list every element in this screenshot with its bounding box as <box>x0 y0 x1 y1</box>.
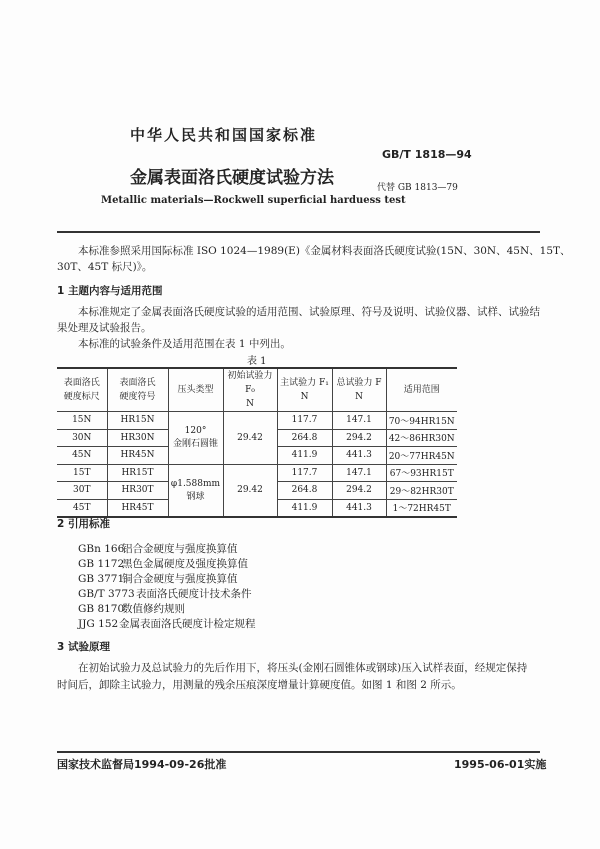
section-3-line: 时间后，卸除主试验力，用测量的残余压痕深度增量计算硬度值。如图 1 和图 2 所示。 <box>57 679 462 691</box>
national-standard-title: 中华人民共和国国家标准 <box>130 126 318 144</box>
table-cell: 45N <box>57 447 107 465</box>
section-1-line: 果处理及试验报告。 <box>57 322 152 334</box>
replaces-note: 代替 GB 1813—79 <box>377 183 458 193</box>
table-cell: 117.7 <box>277 464 332 482</box>
table-cell: 29.42 <box>223 464 277 517</box>
table-cell: 147.1 <box>332 464 386 482</box>
table-cell: 15T <box>57 464 107 482</box>
reference-item: GB 8170数值修约规则 <box>78 603 185 615</box>
header-indenter: 压头类型 <box>168 368 223 412</box>
table-cell: 30N <box>57 429 107 447</box>
footer-rule <box>57 751 540 753</box>
table-header-row <box>57 368 457 412</box>
table-caption: 表 1 <box>247 356 267 367</box>
section-1-line: 本标准的试验条件及适用范围在表 1 中列出。 <box>78 338 291 350</box>
effective-date: 1995-06-01实施 <box>454 758 547 771</box>
table-cell: 29～82HR30T <box>386 482 457 500</box>
table-cell: 70～94HR15N <box>386 412 457 430</box>
section-3-heading: 3 试验原理 <box>57 641 110 653</box>
indenter-ball: φ1.588mm 钢球 <box>168 464 223 517</box>
table-cell: 441.3 <box>332 499 386 517</box>
approval-date: 国家技术监督局1994-09-26批准 <box>57 758 227 771</box>
header-symbol: 表面洛氏 硬度符号 <box>107 368 168 412</box>
table-cell: 264.8 <box>277 429 332 447</box>
header-rule <box>57 231 540 233</box>
section-1-heading: 1 主题内容与适用范围 <box>57 285 163 297</box>
table-cell: 117.7 <box>277 412 332 430</box>
title-en: Metallic materials—Rockwell superficial harduess test <box>101 195 406 206</box>
table-cell: 411.9 <box>277 499 332 517</box>
table-cell: 29.42 <box>223 412 277 465</box>
intro-line: 本标准参照采用国际标准 ISO 1024—1989(E)《金属材料表面洛氏硬度试验(15N、30N、45N、15T、 <box>78 245 571 257</box>
table-cell: 20～77HR45N <box>386 447 457 465</box>
table-row <box>57 412 457 430</box>
section-2-heading: 2 引用标准 <box>57 518 110 530</box>
intro-line: 30T、45T 标尺)》。 <box>57 261 153 273</box>
header-initial-force: 初始试验力 F₀ N <box>223 368 277 412</box>
indenter-diamond: 120° 金刚石圆锥 <box>168 412 223 465</box>
reference-item: GB 3771铜合金硬度与强度换算值 <box>78 573 238 585</box>
table-cell: HR45N <box>107 447 168 465</box>
table-cell: 45T <box>57 499 107 517</box>
table-cell: 264.8 <box>277 482 332 500</box>
header-scale: 表面洛氏 硬度标尺 <box>57 368 107 412</box>
table-cell: 67～93HR15T <box>386 464 457 482</box>
table-1 <box>57 367 457 518</box>
table-cell: 1～72HR45T <box>386 499 457 517</box>
table-cell: 30T <box>57 482 107 500</box>
table-cell: HR45T <box>107 499 168 517</box>
reference-item: GBn 166铝合金硬度与强度换算值 <box>78 543 238 555</box>
reference-item: GB 1172黑色金属硬度及强度换算值 <box>78 558 248 570</box>
table-cell: 411.9 <box>277 447 332 465</box>
table-row <box>57 464 457 482</box>
table-cell: HR15N <box>107 412 168 430</box>
reference-item: GB/T 3773表面洛氏硬度计技术条件 <box>78 588 252 600</box>
section-3-line: 在初始试验力及总试验力的先后作用下，将压头(金刚石圆锥体或钢球)压入试样表面，经规定保持 <box>78 662 528 674</box>
table-cell: 42～86HR30N <box>386 429 457 447</box>
table-cell: 15N <box>57 412 107 430</box>
table-cell: 294.2 <box>332 429 386 447</box>
table-cell: 441.3 <box>332 447 386 465</box>
table-cell: HR15T <box>107 464 168 482</box>
table-cell: 147.1 <box>332 412 386 430</box>
header-range: 适用范围 <box>386 368 457 412</box>
section-1-line: 本标准规定了金属表面洛氏硬度试验的适用范围、试验原理、符号及说明、试验仪器、试样、试验结 <box>78 306 540 318</box>
standard-code: GB/T 1818—94 <box>382 148 472 161</box>
table-cell: HR30T <box>107 482 168 500</box>
reference-item: JJG 152金属表面洛氏硬度计检定规程 <box>78 618 256 630</box>
title-cn: 金属表面洛氏硬度试验方法 <box>130 168 334 188</box>
header-total-force: 总试验力 F N <box>332 368 386 412</box>
table-cell: 294.2 <box>332 482 386 500</box>
table-cell: HR30N <box>107 429 168 447</box>
header-major-force: 主试验力 F₁ N <box>277 368 332 412</box>
